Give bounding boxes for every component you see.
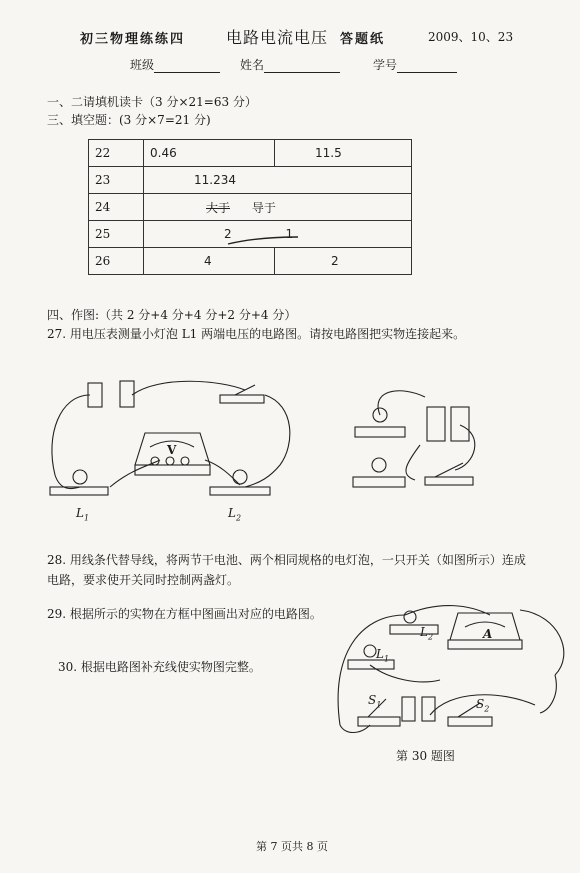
answer-cell: 2	[224, 227, 232, 241]
question-28-line-2: 电路，要求使开关同时控制两盏灯。	[47, 573, 240, 587]
page-footer: 第 7 页共 8 页	[256, 840, 328, 853]
fig30-switch-s2-label	[476, 697, 489, 713]
fig30-switch-s1-subscript: 1	[376, 700, 382, 710]
section-3-heading: 三、填空题：(3 分×7=21 分)	[47, 113, 211, 127]
lamp-l2-letter: L	[228, 506, 236, 520]
fig30-switch-s1-label	[368, 693, 381, 709]
lamp-l2-subscript: 2	[235, 513, 242, 523]
answer-cell: 1	[285, 227, 294, 241]
fig30-switch-s1-letter: S	[368, 693, 377, 707]
class-blank	[154, 60, 220, 73]
fig30-switch-s2-letter: S	[476, 697, 485, 711]
lamp-l1-letter: L	[76, 506, 84, 520]
question-number: 25	[89, 221, 144, 248]
fig30-lamp-l1-letter: L	[376, 647, 384, 661]
question-number: 26	[89, 248, 144, 275]
question-28-line-1: 28. 用线条代替导线，将两节干电池、两个相同规格的电灯泡，一只开关（如图所示）连成	[47, 553, 526, 567]
name-label: 姓名	[240, 58, 265, 72]
name-blank	[264, 60, 340, 73]
fig30-switch-s2-subscript: 2	[484, 704, 490, 714]
figure-28-components	[345, 385, 495, 500]
question-number: 22	[89, 140, 144, 167]
question-30: 30. 根据电路图补充线使实物图完整。	[58, 660, 261, 674]
student-id-label: 学号	[373, 58, 398, 72]
answer-cell: 11.5	[275, 140, 412, 167]
answer-cell: 导于	[251, 200, 276, 215]
name-field	[240, 56, 340, 73]
course-title: 初三物理练练四	[80, 32, 186, 47]
sheet-type: 答题纸	[340, 32, 386, 47]
class-field	[130, 56, 220, 73]
voltmeter-label: V	[167, 443, 177, 457]
answer-cell: 2	[275, 248, 412, 275]
section-1-heading: 一、二请填机读卡（3 分×21=63 分）	[47, 95, 257, 109]
question-number: 24	[89, 194, 144, 221]
fig30-ammeter-label: A	[483, 627, 493, 641]
lamp-l1-label	[76, 506, 89, 522]
lamp-l1-subscript: 1	[83, 513, 90, 523]
question-29: 29. 根据所示的实物在方框中图画出对应的电路图。	[47, 607, 322, 621]
answer-cell: 11.234	[144, 167, 412, 194]
fig30-lamp-l2-label	[420, 625, 433, 641]
answer-cell: 0.46	[144, 140, 275, 167]
answer-strokes	[88, 139, 412, 279]
lamp-l2-label	[228, 506, 241, 522]
fig30-lamp-l2-letter: L	[420, 625, 428, 639]
section-4-heading: 四、作图:（共 2 分+4 分+4 分+2 分+4 分）	[47, 308, 297, 322]
topic-title: 电路电流电压	[226, 28, 329, 47]
answer-cell: 4	[144, 248, 275, 275]
class-label: 班级	[130, 58, 155, 72]
fig30-lamp-l2-subscript: 2	[427, 632, 434, 642]
student-id-field	[373, 56, 457, 73]
answer-cell: 大于	[206, 200, 231, 215]
question-number: 23	[89, 167, 144, 194]
question-27: 27. 用电压表测量小灯泡 L1 两端电压的电路图。请按电路图把实物连接起来。	[47, 327, 466, 341]
student-id-blank	[397, 60, 457, 73]
figure-30-caption: 第 30 题图	[396, 749, 455, 763]
figure-30-circuit	[330, 595, 575, 750]
date: 2009、10、23	[428, 30, 514, 44]
fig30-lamp-l1-subscript: 1	[383, 654, 390, 664]
fig30-lamp-l1-label	[376, 647, 389, 663]
